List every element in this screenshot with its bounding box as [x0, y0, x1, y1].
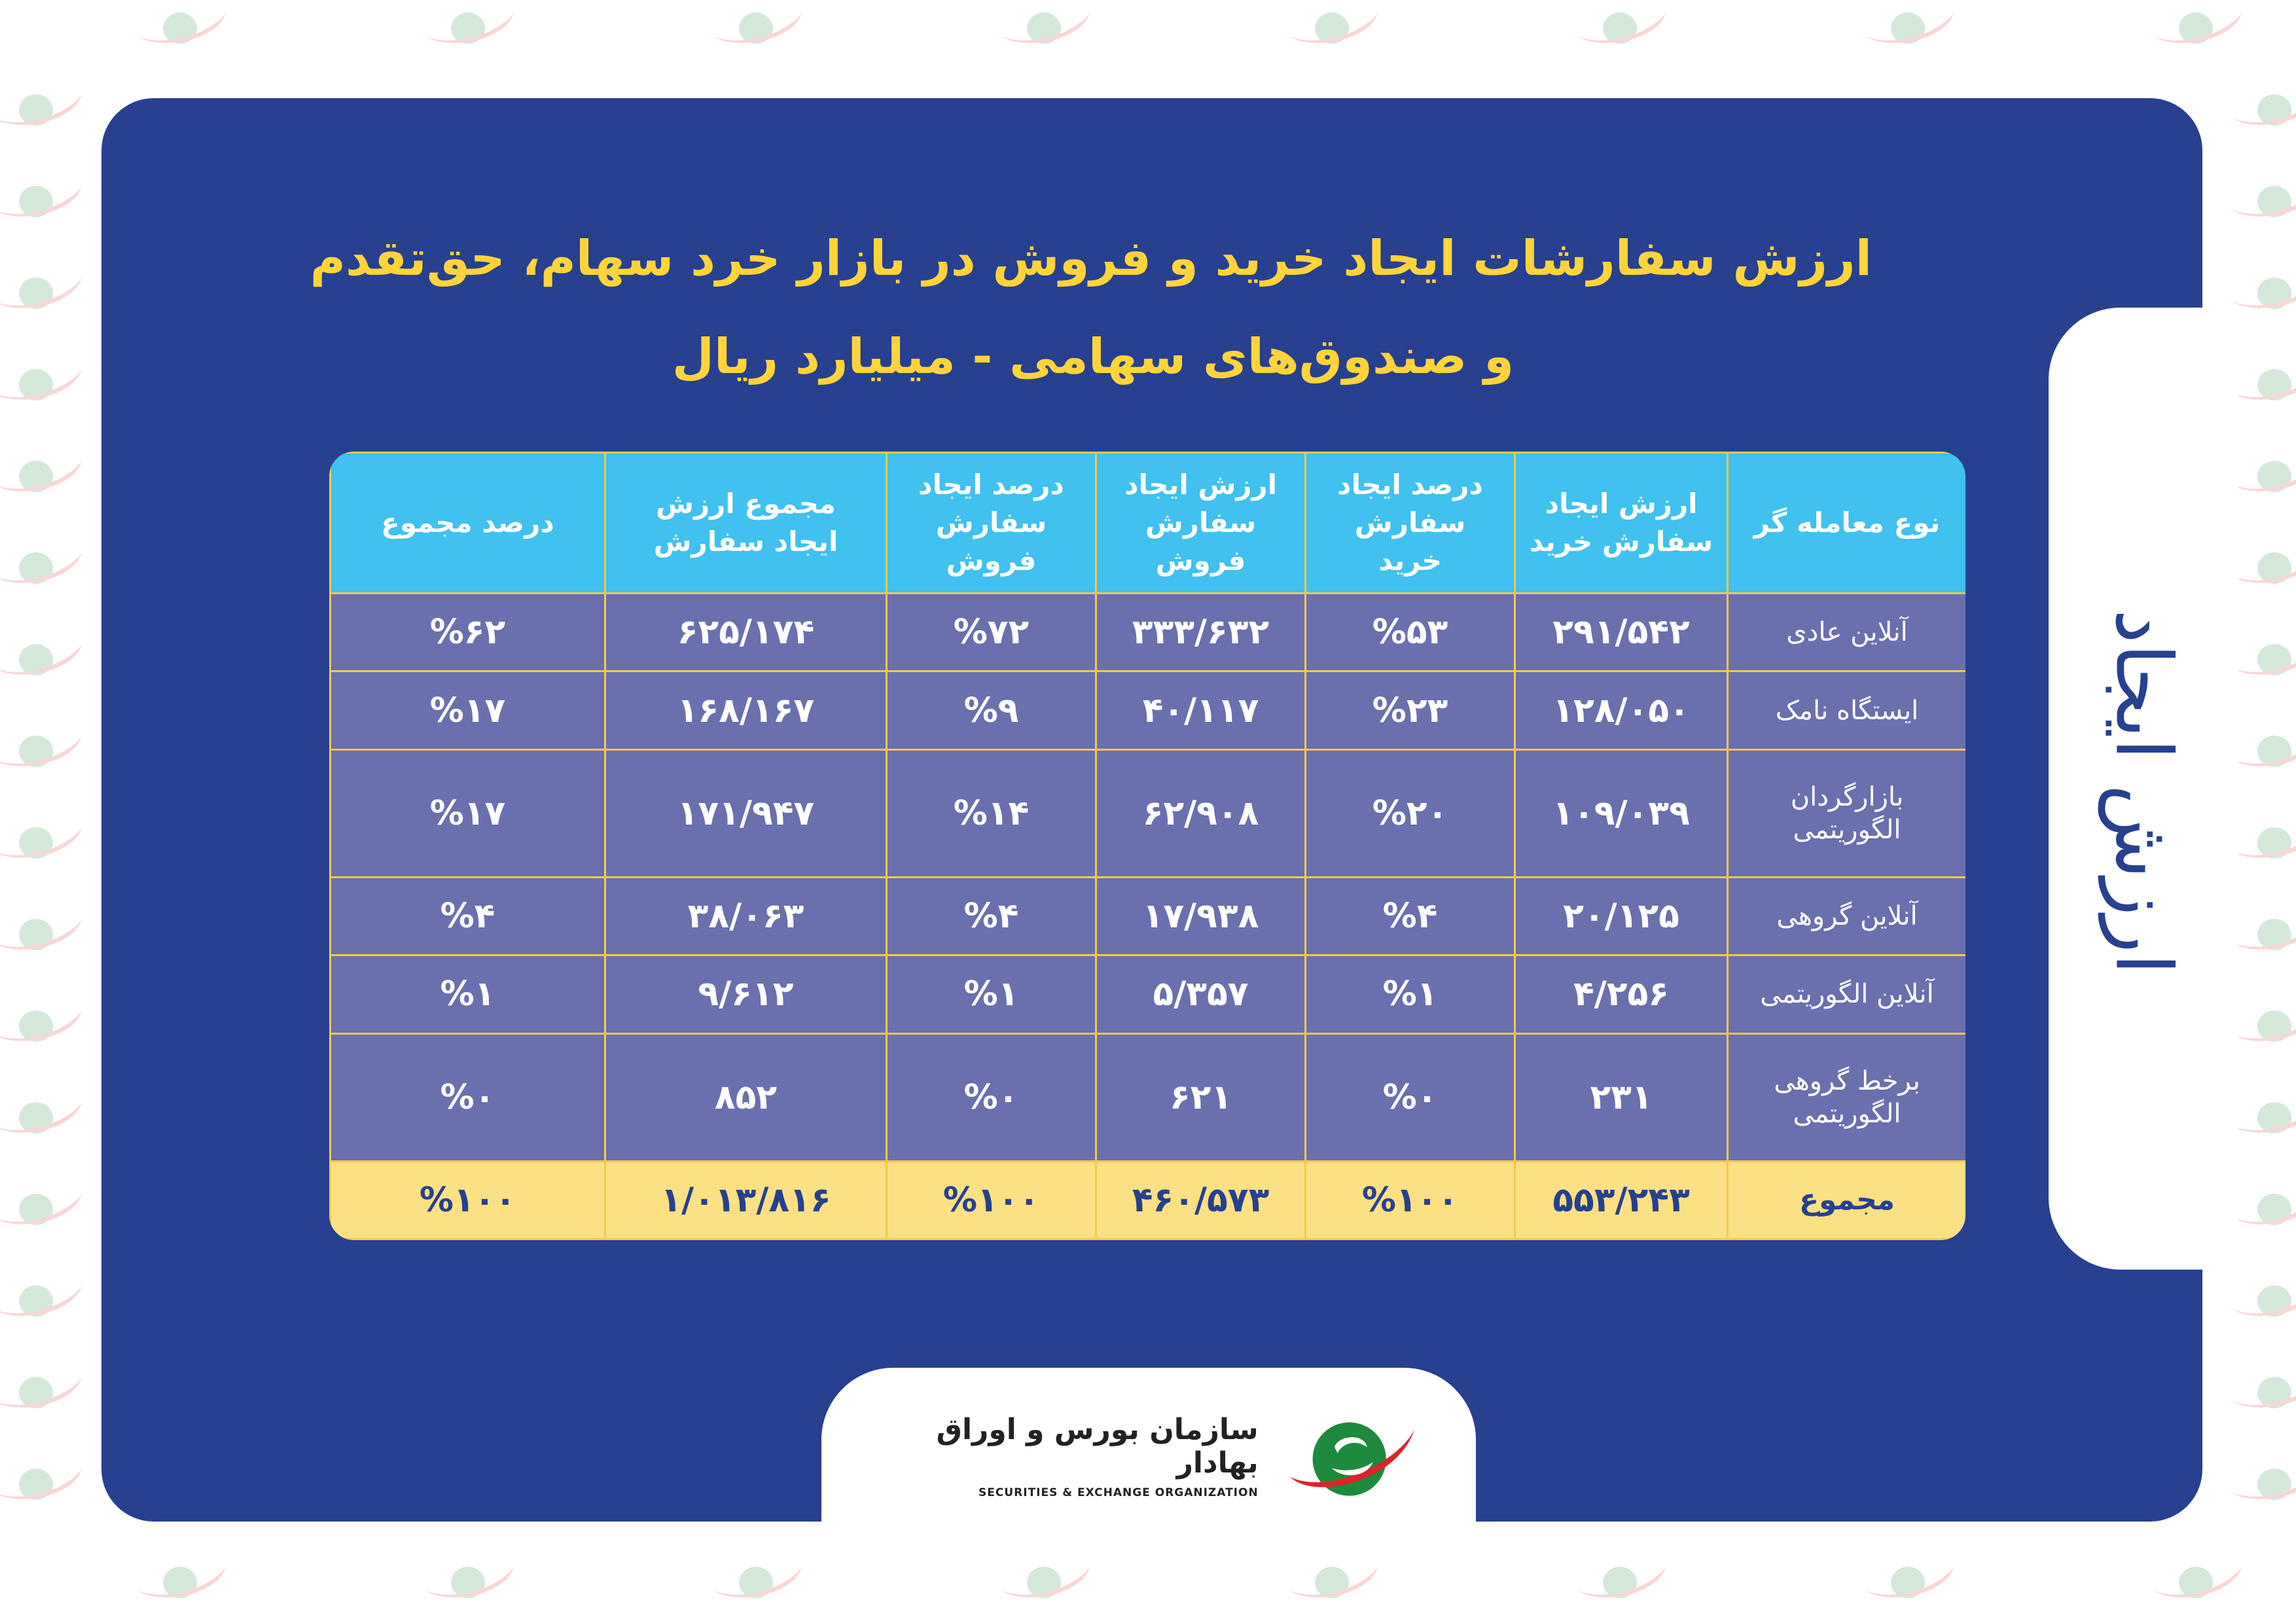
watermark-logo-icon	[1859, 3, 1957, 49]
table-header-row	[331, 453, 1966, 594]
table-cell: %۷۲	[887, 594, 1096, 671]
row-label: آنلاین گروهی	[1728, 877, 1966, 955]
logo-name-fa: سازمان بورس و اوراق بهادار	[936, 1413, 1259, 1480]
table-row	[331, 594, 1966, 671]
table-row	[331, 749, 1966, 877]
watermark-logo-icon	[707, 3, 805, 49]
row-label: ایستگاه نامک	[1728, 671, 1966, 749]
title-line-1: ارزش سفارشات ایجاد خرید و فروش در بازار خرد سهام، حق‌تقدم	[310, 230, 1872, 287]
watermark-logo-icon	[0, 1459, 85, 1505]
watermark-logo-icon	[0, 268, 85, 314]
watermark-logo-icon	[0, 360, 85, 406]
watermark-logo-icon	[0, 1001, 85, 1047]
total-label: مجموع	[1728, 1161, 1966, 1239]
total-cell: ۴۶۰/۵۷۳	[1096, 1161, 1306, 1239]
table-row	[331, 877, 1966, 955]
page-title	[310, 209, 1872, 406]
watermark-logo-icon	[0, 1185, 85, 1230]
seo-logo-icon	[1278, 1400, 1420, 1512]
total-cell: %۱۰۰	[887, 1161, 1096, 1239]
organization-logo	[884, 1397, 1420, 1515]
table-cell: ۴/۲۵۶	[1515, 955, 1728, 1033]
total-cell: ۵۵۳/۲۴۳	[1515, 1161, 1728, 1239]
table-cell: %۱	[331, 955, 605, 1033]
row-label: آنلاین الگوریتمی	[1728, 955, 1966, 1033]
watermark-logo-icon	[2225, 1276, 2296, 1322]
table-cell: %۲۰	[1306, 749, 1515, 877]
watermark-logo-icon	[131, 1558, 229, 1603]
header-cell: نوع معامله گر	[1728, 453, 1966, 594]
watermark-logo-icon	[131, 3, 229, 49]
table-cell: %۰	[1306, 1033, 1515, 1161]
watermark-logo-icon	[0, 818, 85, 864]
watermark-logo-icon	[0, 177, 85, 223]
table-cell: ۳۸/۰۶۳	[605, 877, 887, 955]
data-table-container	[329, 452, 1965, 1240]
table-cell: ۶۲/۹۰۸	[1096, 749, 1306, 877]
table-cell: ۹/۶۱۲	[605, 955, 887, 1033]
header-cell: ارزش ایجاد سفارش فروش	[1096, 453, 1306, 594]
table-cell: %۴	[887, 877, 1096, 955]
watermark-logo-icon	[0, 1368, 85, 1414]
table-cell: ۱۷۱/۹۴۷	[605, 749, 887, 877]
watermark-logo-icon	[1283, 1558, 1381, 1603]
table-cell: ۴۰/۱۱۷	[1096, 671, 1306, 749]
table-cell: %۲۳	[1306, 671, 1515, 749]
watermark-logo-icon	[0, 85, 85, 131]
header-cell: ارزش ایجاد سفارش خرید	[1515, 453, 1728, 594]
watermark-logo-icon	[1571, 1558, 1669, 1603]
table-cell: %۰	[887, 1033, 1096, 1161]
total-cell: %۱۰۰	[331, 1161, 605, 1239]
table-cell: ۱۶۸/۱۶۷	[605, 671, 887, 749]
watermark-logo-icon	[995, 3, 1093, 49]
watermark-logo-icon	[0, 910, 85, 955]
header-cell: مجموع ارزش ایجاد سفارش	[605, 453, 887, 594]
table-cell: %۶۲	[331, 594, 605, 671]
side-label	[2075, 380, 2212, 1204]
watermark-logo-icon	[419, 1558, 517, 1603]
watermark-logo-icon	[2225, 1459, 2296, 1505]
row-label: آنلاین عادی	[1728, 594, 1966, 671]
table-cell: ۳۳۳/۶۳۲	[1096, 594, 1306, 671]
logo-name-en: SECURITIES & EXCHANGE ORGANIZATION	[978, 1486, 1259, 1499]
watermark-logo-icon	[1283, 3, 1381, 49]
watermark-logo-icon	[0, 726, 85, 772]
table-cell: ۶۲۵/۱۷۴	[605, 594, 887, 671]
table-cell: %۱۷	[331, 749, 605, 877]
total-cell: %۱۰۰	[1306, 1161, 1515, 1239]
watermark-logo-icon	[419, 3, 517, 49]
watermark-logo-icon	[0, 1093, 85, 1139]
watermark-logo-icon	[2225, 177, 2296, 223]
watermark-logo-icon	[0, 543, 85, 589]
table-row	[331, 671, 1966, 749]
table-cell: ۸۵۲	[605, 1033, 887, 1161]
table-cell: %۱	[1306, 955, 1515, 1033]
table-cell: ۱۰۹/۰۳۹	[1515, 749, 1728, 877]
watermark-logo-icon	[2147, 3, 2245, 49]
watermark-logo-icon	[1859, 1558, 1957, 1603]
watermark-logo-icon	[995, 1558, 1093, 1603]
watermark-logo-icon	[1571, 3, 1669, 49]
logo-text	[884, 1413, 1259, 1499]
table-cell: %۵۳	[1306, 594, 1515, 671]
side-label-text: ارزش ایجاد	[2098, 609, 2189, 975]
table-cell: ۲۳۱	[1515, 1033, 1728, 1161]
table-cell: ۲۹۱/۵۴۲	[1515, 594, 1728, 671]
header-cell: درصد مجموع	[331, 453, 605, 594]
table-row	[331, 955, 1966, 1033]
watermark-logo-icon	[0, 635, 85, 681]
table-cell: ۱۲۸/۰۵۰	[1515, 671, 1728, 749]
header-cell: درصد ایجاد سفارش خرید	[1306, 453, 1515, 594]
table-cell: %۱۴	[887, 749, 1096, 877]
table-cell: %۹	[887, 671, 1096, 749]
watermark-logo-icon	[2225, 1368, 2296, 1414]
table-cell: ۵/۳۵۷	[1096, 955, 1306, 1033]
row-label: برخط گروهی الگوریتمی	[1728, 1033, 1966, 1161]
header-cell: درصد ایجاد سفارش فروش	[887, 453, 1096, 594]
table-cell: ۲۰/۱۲۵	[1515, 877, 1728, 955]
table-total-row	[331, 1161, 1966, 1239]
row-label: بازارگردان الگوریتمی	[1728, 749, 1966, 877]
title-line-2: و صندوق‌های سهامی - میلیارد ریال	[672, 329, 1515, 385]
watermark-logo-icon	[0, 452, 85, 497]
table-cell: ۱۷/۹۳۸	[1096, 877, 1306, 955]
table-row	[331, 1033, 1966, 1161]
data-table	[329, 452, 1965, 1240]
watermark-logo-icon	[707, 1558, 805, 1603]
watermark-logo-icon	[0, 1276, 85, 1322]
watermark-logo-icon	[2147, 1558, 2245, 1603]
total-cell: ۱/۰۱۳/۸۱۶	[605, 1161, 887, 1239]
table-cell: %۴	[1306, 877, 1515, 955]
table-cell: %۴	[331, 877, 605, 955]
table-cell: %۱	[887, 955, 1096, 1033]
table-cell: ۶۲۱	[1096, 1033, 1306, 1161]
watermark-logo-icon	[2225, 85, 2296, 131]
table-cell: %۱۷	[331, 671, 605, 749]
table-cell: %۰	[331, 1033, 605, 1161]
